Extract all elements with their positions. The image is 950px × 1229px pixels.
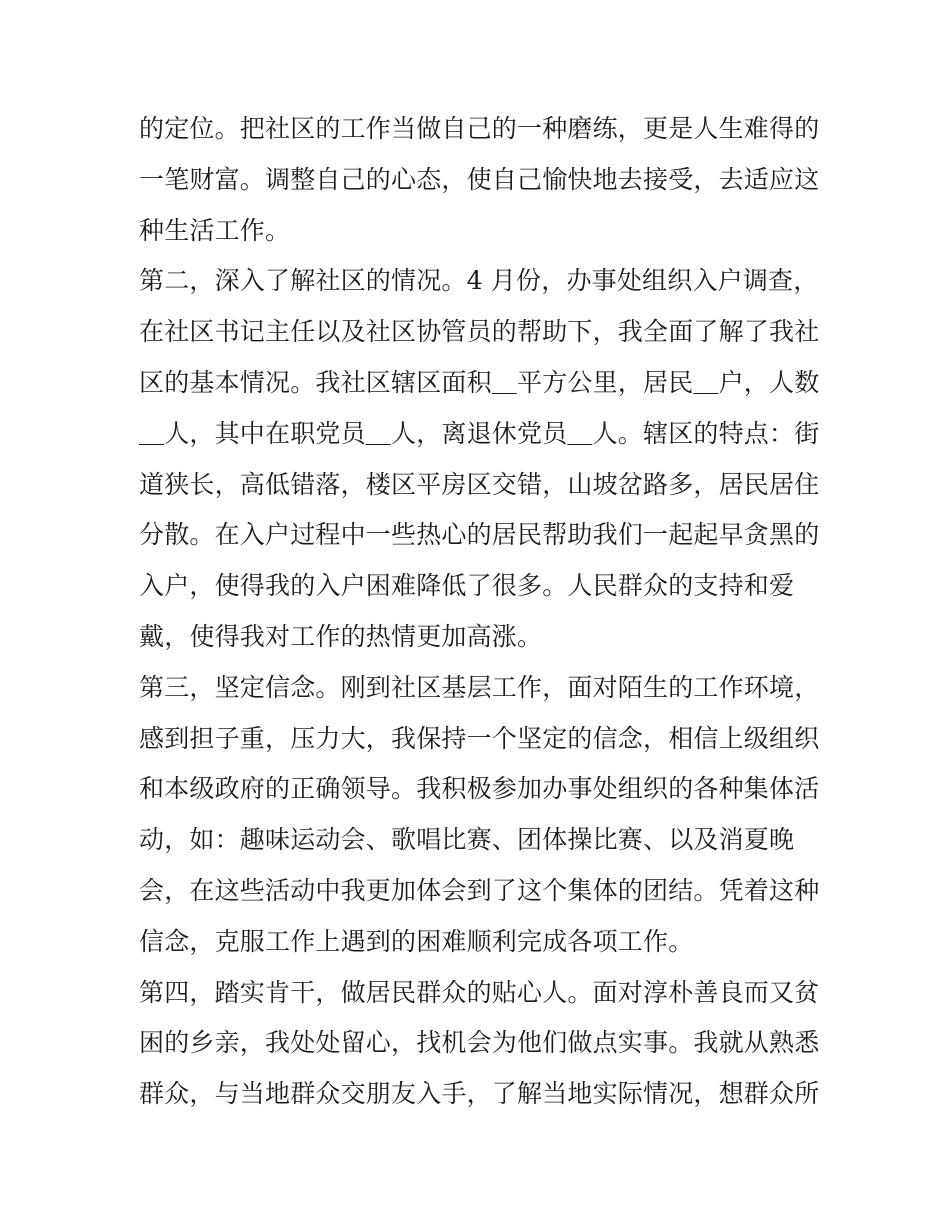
text-line: 种生活工作。 (139, 215, 291, 245)
text-line: 困的乡亲，我处处留心，找机会为他们做点实事。我就从熟悉 (139, 1028, 820, 1058)
text-line: 信念，克服工作上遇到的困难顺利完成各项工作。 (139, 926, 694, 956)
text-line: 动，如：趣味运动会、歌唱比赛、团体操比赛、以及消夏晚 (139, 825, 795, 855)
text-line: 群众，与当地群众交朋友入手，了解当地实际情况，想群众所 (139, 1079, 820, 1109)
text-line: 戴，使得我对工作的热情更加高涨。 (139, 621, 543, 651)
text-line: 第四，踏实肯干，做居民群众的贴心人。面对淳朴善良而又贫 (139, 977, 820, 1007)
text-line: 感到担子重，压力大，我保持一个坚定的信念，相信上级组织 (139, 723, 820, 753)
text-line: 和本级政府的正确领导。我积极参加办事处组织的各种集体活 (139, 774, 820, 804)
text-line: 区的基本情况。我社区辖区面积＿平方公里，居民＿户，人数 (139, 367, 820, 397)
text-line: 道狭长，高低错落，楼区平房区交错，山坡岔路多，居民居住 (139, 469, 820, 499)
text-line: ＿人，其中在职党员＿人，离退休党员＿人。辖区的特点：街 (139, 418, 820, 448)
text-line: 一笔财富。调整自己的心态，使自己愉快地去接受，去适应这 (139, 164, 820, 194)
text-line: 第三，坚定信念。刚到社区基层工作，面对陌生的工作环境， (139, 672, 820, 702)
text-line: 入户，使得我的入户困难降低了很多。人民群众的支持和爱 (139, 571, 795, 601)
text-line: 会，在这些活动中我更加体会到了这个集体的团结。凭着这种 (139, 875, 820, 905)
text-line: 的定位。把社区的工作当做自己的一种磨练，更是人生难得的 (139, 114, 820, 143)
text-line: 在社区书记主任以及社区协管员的帮助下，我全面了解了我社 (139, 317, 820, 347)
text-line: 第二，深入了解社区的情况。4 月份，办事处组织入户调查， (139, 266, 819, 296)
document-body (139, 104, 820, 1120)
text-line: 分散。在入户过程中一些热心的居民帮助我们一起起早贪黑的 (139, 520, 820, 550)
